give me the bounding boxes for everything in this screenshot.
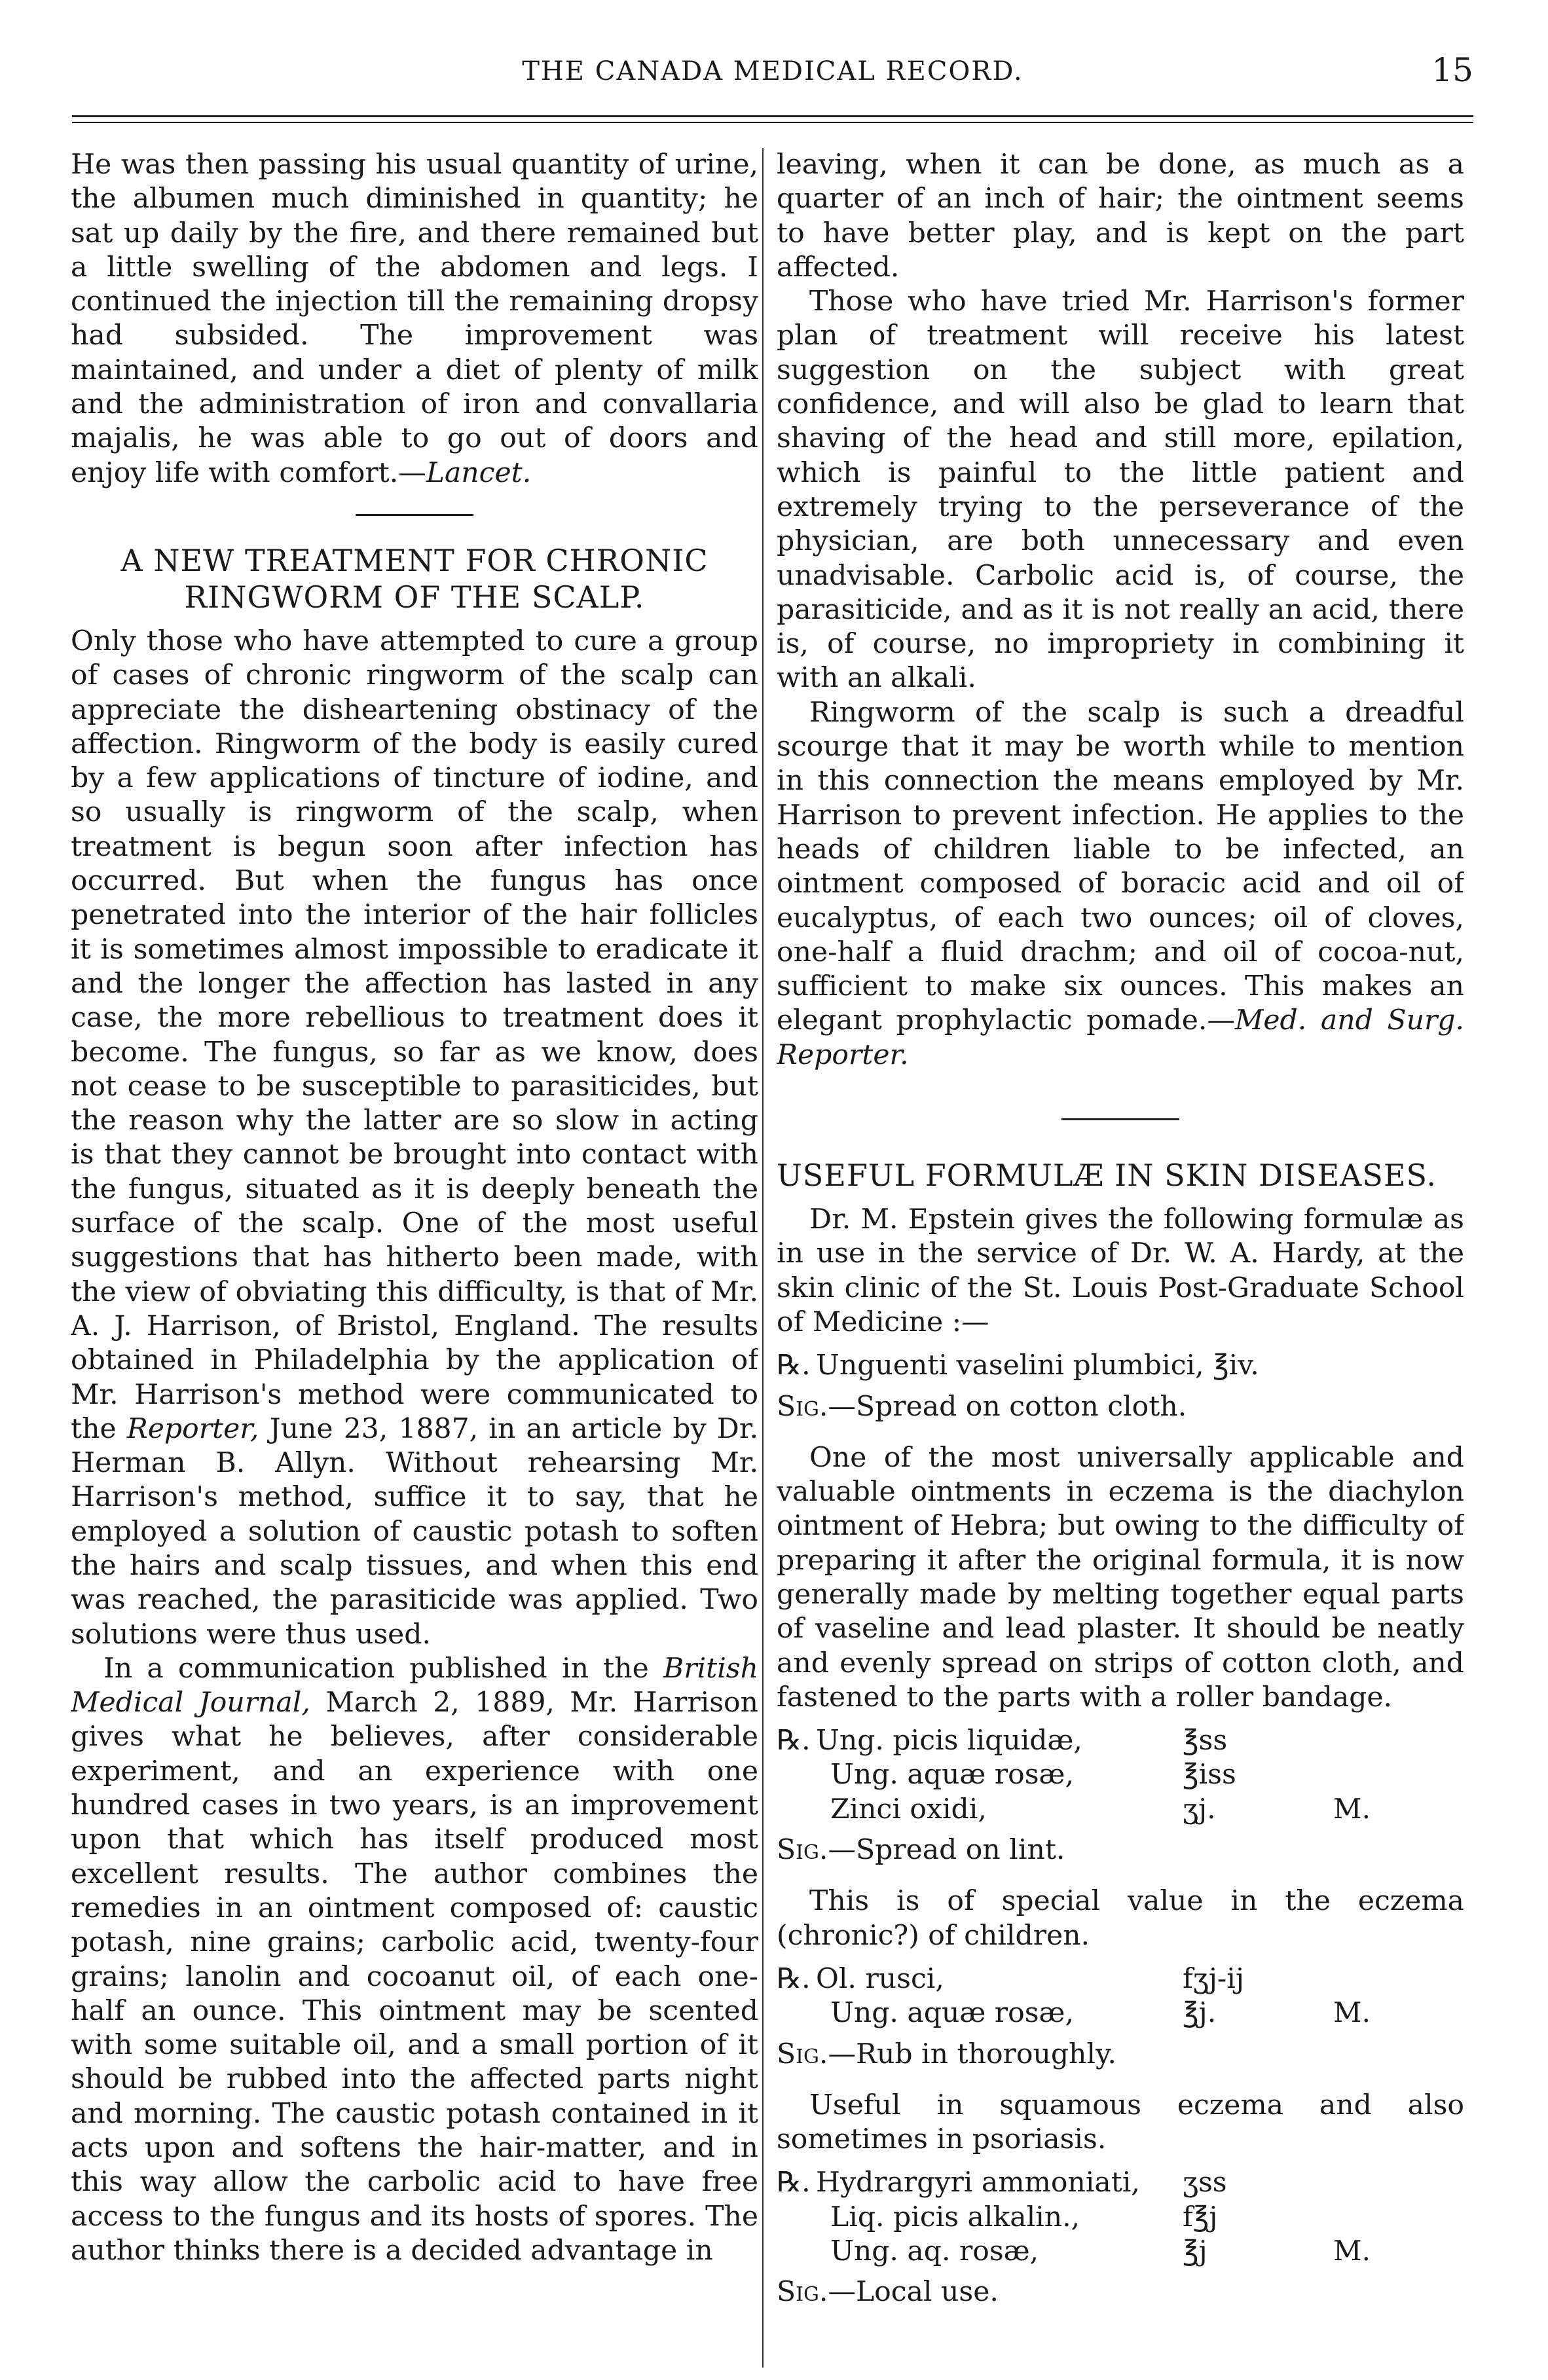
rx-mark: M. bbox=[1333, 2235, 1371, 2268]
rx-mark: M. bbox=[1333, 1793, 1371, 1825]
prescription-2 bbox=[777, 1724, 1464, 1827]
rx-symbol: ℞. bbox=[777, 1725, 811, 1757]
signa-2: Sig.—Spread on lint. bbox=[777, 1834, 1065, 1867]
signa-4: Sig.—Local use. bbox=[777, 2276, 999, 2309]
page-header bbox=[72, 51, 1473, 90]
section-separator-2 bbox=[1061, 1118, 1179, 1120]
psoriasis-paragraph: Useful in squamous eczema and also sometimes in psoriasis. bbox=[777, 2089, 1464, 2156]
rx-mark bbox=[1333, 1724, 1464, 1758]
continued-paragraph: leaving, when it can be done, as much as a quarter of an inch of hair; the ointment seems to have better play, and is kept on the part affected. bbox=[777, 149, 1464, 284]
rx-mark bbox=[1333, 1962, 1464, 1996]
prescription-3 bbox=[777, 1962, 1464, 2031]
prescription-1 bbox=[777, 1349, 1464, 1383]
rx-symbol: ℞. bbox=[777, 1349, 811, 1382]
journal-reporter: Reporter, bbox=[126, 1412, 259, 1445]
rx-symbol: ℞. bbox=[777, 1962, 811, 1995]
header-rule-lower bbox=[72, 122, 1473, 123]
article-heading-line-1: A NEW TREATMENT FOR CHRONIC bbox=[120, 542, 709, 578]
intro-paragraph: He was then passing his usual quantity of urine, the albumen much diminished in quantity; he sat up daily by the fire, and there remained but a little swelling of the abdomen and legs. I continued the injection till the remaining dropsy had subsided. The improvement was maintained, and under a diet of plenty of milk and the administration of iron and convallaria majalis, he was able to go out of doors and enjoy life with comfort.—Lancet. bbox=[71, 149, 758, 489]
rx-quantity: ℥ss bbox=[1183, 1725, 1228, 1757]
article-paragraph-1: Only those who have attempted to cure a group of cases of chronic ringworm of the scalp can appreciate the disheartening obstinacy of the affection. Ringworm of the body is easily cured by a few applications of tincture of iodine, and so usually is ringworm of the scalp, when treatment is begun soon after infection has occurred. But when the fungus has once penetrated into the interior of the hair follicles it is sometimes almost impossible to eradicate it and the longer the affection has lasted in any case, the more rebellious to treatment does it become. The fungus, so far as we know, does not cease to be susceptible to parasiticides, but the reason why the latter are so slow in acting is that they cannot be brought into contact with the fungus, situated as it is deeply beneath the surface of the scalp. One of the most useful suggestions that has hitherto been made, with the view of obviating this difficulty, is that of Mr. A. J. Harrison, of Bristol, England. The results obtained in Philadelphia by the application of Mr. Harrison's method were communicated to the Reporter, June 23, 1887, in an article by Dr. Herman B. Allyn. Without rehearsing Mr. Harrison's method, suffice it to say, that he employed a solution of caustic potash to soften the hairs and scalp tissues, and when this end was reached, the parasiticide was applied. Two solutions were thus used. bbox=[71, 625, 758, 1651]
running-title: THE CANADA MEDICAL RECORD. bbox=[522, 56, 1023, 86]
page-number: 15 bbox=[1431, 51, 1473, 89]
rx-symbol: ℞. bbox=[777, 2167, 811, 2199]
article-paragraph-4: Ringworm of the scalp is such a dreadful scourge that it may be worth while to mention in this connection the means employed by Mr. Harrison to prevent infection. He applies to the heads of children liable to be infected, an ointment composed of boracic acid and oil of eucalyptus, of each two ounces; oil of cloves, one-half a fluid drachm; and oil of cocoa-nut, sufficient to make six ounces. This makes an elegant prophylactic pomade.—Med. and Surg. Reporter. bbox=[777, 696, 1464, 1071]
rx-quantity: ℥j bbox=[1183, 2235, 1207, 2268]
rx-symbol bbox=[777, 1793, 816, 1827]
rx-symbol bbox=[777, 2235, 816, 2269]
eczema-children-paragraph: This is of special value in the eczema (chronic?) of children. bbox=[777, 1885, 1464, 1952]
rx-mark bbox=[1333, 2201, 1464, 2235]
signa-3: Sig.—Rub in thoroughly. bbox=[777, 2038, 1116, 2070]
rx-drug: Liq. picis alkalin., bbox=[830, 2201, 1080, 2233]
header-rule-upper bbox=[72, 115, 1473, 117]
article-heading-line-2: RINGWORM OF THE SCALP. bbox=[184, 579, 645, 615]
formulae-intro: Dr. M. Epstein gives the following formulæ as in use in the service of Dr. W. A. Hardy, at the skin clinic of the St. Louis Post-Graduate School of Medicine :— bbox=[777, 1203, 1464, 1338]
journal-bmj: British Medical Journal, bbox=[71, 1652, 758, 1719]
rx-quantity: f℥j bbox=[1183, 2201, 1218, 2233]
prescription-4 bbox=[777, 2166, 1464, 2269]
diachylon-paragraph: One of the most universally applicable and valuable ointments in eczema is the diachylon ointment of Hebra; but owing to the difficulty of preparing it after the original formula, it is now generally made by melting together equal parts of vaseline and lead plaster. It should be neatly and evenly spread on strips of cotton cloth, and fastened to the parts with a roller bandage. bbox=[777, 1441, 1464, 1713]
signa-1: Sig.—Spread on cotton cloth. bbox=[777, 1390, 1187, 1423]
rx-quantity: ℥iss bbox=[1183, 1759, 1236, 1791]
formulae-heading: USEFUL FORMULÆ IN SKIN DISEASES. bbox=[777, 1158, 1437, 1194]
rx-quantity: ʒj. bbox=[1183, 1793, 1216, 1825]
rx-drug: Hydrargyri ammoniati, bbox=[816, 2167, 1140, 2199]
rx-drug: Unguenti vaselini plumbici, ℥iv. bbox=[816, 1349, 1259, 1382]
rx-quantity: fʒj-ij bbox=[1183, 1962, 1245, 1995]
left-column bbox=[71, 148, 758, 2368]
rx-drug: Zinci oxidi, bbox=[830, 1793, 987, 1825]
right-column bbox=[777, 148, 1464, 2368]
article-paragraph-2: In a communication published in the British Medical Journal, March 2, 1889, Mr. Harrison gives what he believes, after considerable experiment, and an experience with one hundred cases in two years, is an improvement upon that which has itself produced most excellent results. The author combines the remedies in an ointment composed of: caustic potash, nine grains; carbolic acid, twenty-four grains; lanolin and cocoanut oil, of each one-half an ounce. This ointment may be scented with some suitable oil, and a small portion of it should be rubbed into the affected parts night and morning. The caustic potash contained in it acts upon and softens the hair-matter, and in this way allow the carbolic acid to have free access to the fungus and its hosts of spores. The author thinks there is a decided advantage in bbox=[71, 1652, 758, 2267]
source-med-surg-reporter: Med. and Surg. Reporter. bbox=[777, 1004, 1464, 1071]
article-paragraph-3: Those who have tried Mr. Harrison's former plan of treatment will receive his latest suggestion on the subject with great confidence, and will also be glad to learn that shaving of the head and still more, epilation, which is painful to the little patient and extremely trying to the perseverance of the physician, are both unnecessary and even unadvisable. Carbolic acid is, of course, the parasiticide, and as it is not really an acid, there is, of course, no impropriety in combining it with an alkali. bbox=[777, 285, 1464, 695]
rx-drug: Ung. aquæ rosæ, bbox=[830, 1997, 1074, 2030]
rx-symbol bbox=[777, 2201, 816, 2235]
rx-quantity: ʒss bbox=[1183, 2167, 1227, 2199]
rx-drug: Ol. rusci, bbox=[816, 1962, 944, 1995]
intro-source: Lancet. bbox=[426, 456, 532, 489]
rx-mark bbox=[1333, 2166, 1464, 2200]
rx-drug: Ung. aquæ rosæ, bbox=[830, 1759, 1074, 1791]
rx-symbol bbox=[777, 1758, 816, 1792]
rx-symbol bbox=[777, 1996, 816, 2030]
section-separator bbox=[356, 514, 473, 516]
rx-drug: Ung. aq. rosæ, bbox=[830, 2235, 1039, 2268]
rx-mark: M. bbox=[1333, 1997, 1371, 2030]
article-heading bbox=[71, 542, 758, 615]
column-divider bbox=[762, 148, 764, 2368]
rx-quantity: ℥j. bbox=[1183, 1997, 1217, 2030]
rx-mark bbox=[1333, 1758, 1464, 1792]
rx-drug: Ung. picis liquidæ, bbox=[816, 1725, 1082, 1757]
